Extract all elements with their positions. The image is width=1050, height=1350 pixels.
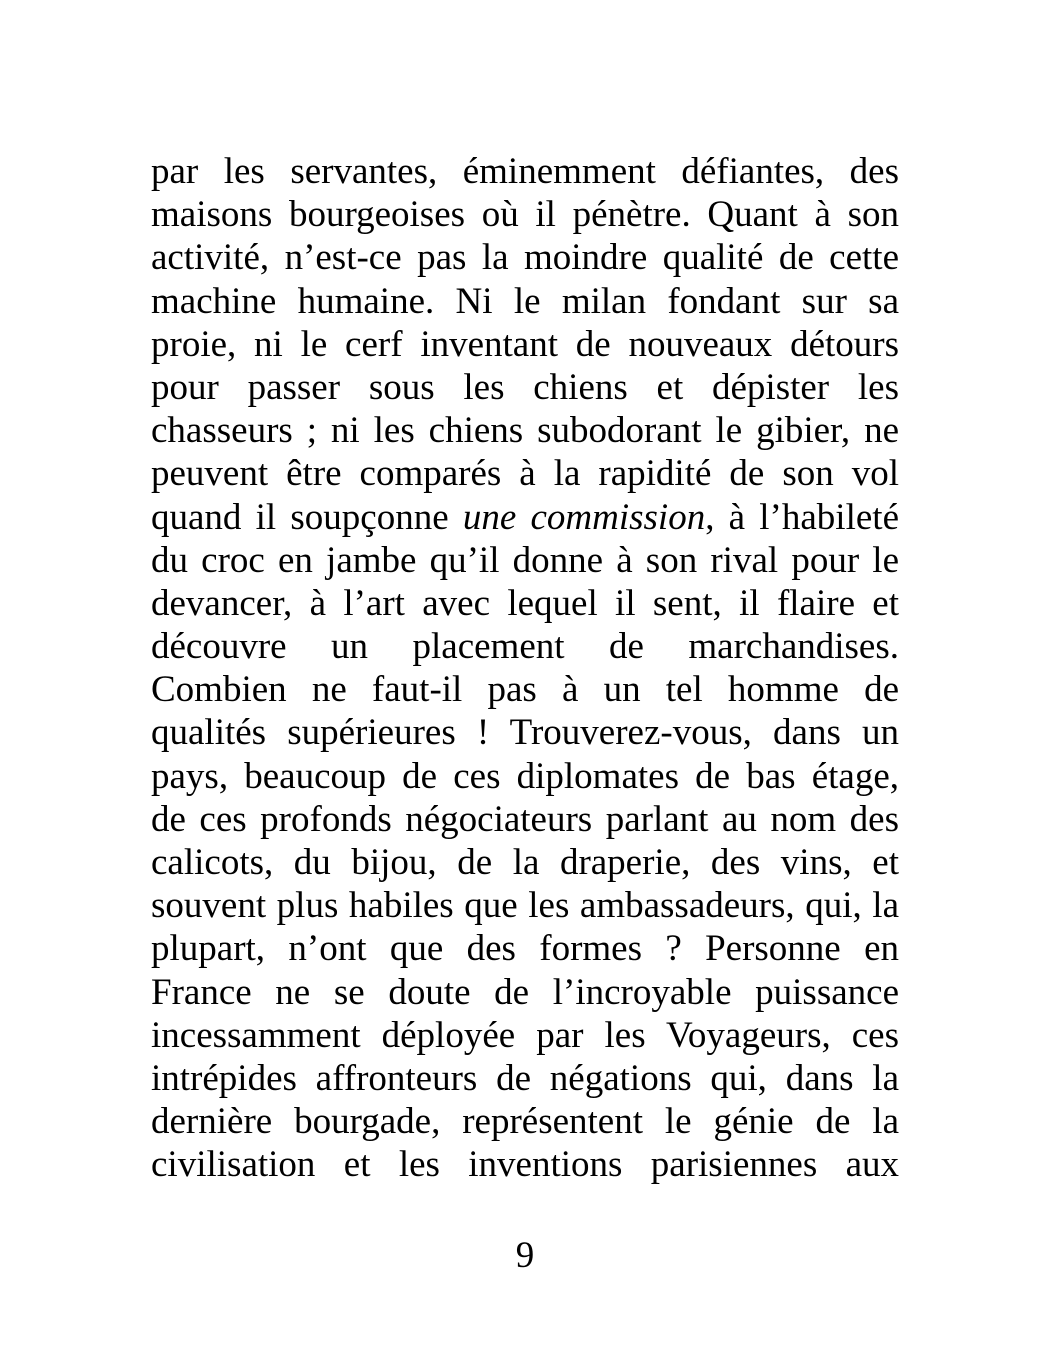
text-line: plupart, n’ont que des formes ? Personne en — [151, 928, 899, 970]
italic-phrase: une commission — [462, 496, 706, 538]
text-line: activité, n’est-ce pas la moindre qualité de cette — [151, 237, 899, 279]
text-line: découvre un placement de marchandises. — [151, 626, 899, 668]
text-line: pour passer sous les chiens et dépister les — [151, 366, 899, 408]
text-line: pays, beaucoup de ces diplomates de bas étage, — [151, 755, 899, 797]
text-line: qualités supérieures ! Trouverez-vous, dans un — [151, 712, 899, 754]
text-line: France ne se doute de l’incroyable puissance — [151, 971, 899, 1013]
text-line: chasseurs ; ni les chiens subodorant le gibier, ne — [151, 410, 899, 452]
text-line: devancer, à l’art avec lequel il sent, il flaire et — [151, 582, 899, 624]
text-segment: quand il soupçonne — [151, 496, 463, 538]
text-line: dernière bourgade, représentent le génie de la — [151, 1101, 899, 1143]
text-line: peuvent être comparés à la rapidité de son vol — [151, 453, 899, 495]
text-line: incessamment déployée par les Voyageurs, ces — [151, 1014, 899, 1056]
text-line: machine humaine. Ni le milan fondant sur sa — [151, 280, 899, 322]
text-segment: , à l’habileté — [705, 496, 899, 538]
text-line: souvent plus habiles que les ambassadeurs, qui, la — [151, 885, 899, 927]
text-line: proie, ni le cerf inventant de nouveaux détours — [151, 323, 899, 365]
text-line: Combien ne faut-il pas à un tel homme de — [151, 669, 899, 711]
text-line-with-italic — [151, 496, 899, 539]
text-line: calicots, du bijou, de la draperie, des vins, et — [151, 842, 899, 883]
text-line: maisons bourgeoises où il pénètre. Quant à son — [151, 194, 899, 236]
text-line: de ces profonds négociateurs parlant au nom des — [151, 798, 899, 840]
page-number: 9 — [515, 1235, 535, 1276]
body-text — [151, 150, 899, 1187]
text-line: du croc en jambe qu’il donne à son rival pour le — [151, 539, 899, 581]
text-line: intrépides affronteurs de négations qui, dans la — [151, 1057, 899, 1099]
text-line: civilisation et les inventions parisiennes aux — [151, 1144, 899, 1186]
text-line: par les servantes, éminemment défiantes, des — [151, 151, 899, 192]
